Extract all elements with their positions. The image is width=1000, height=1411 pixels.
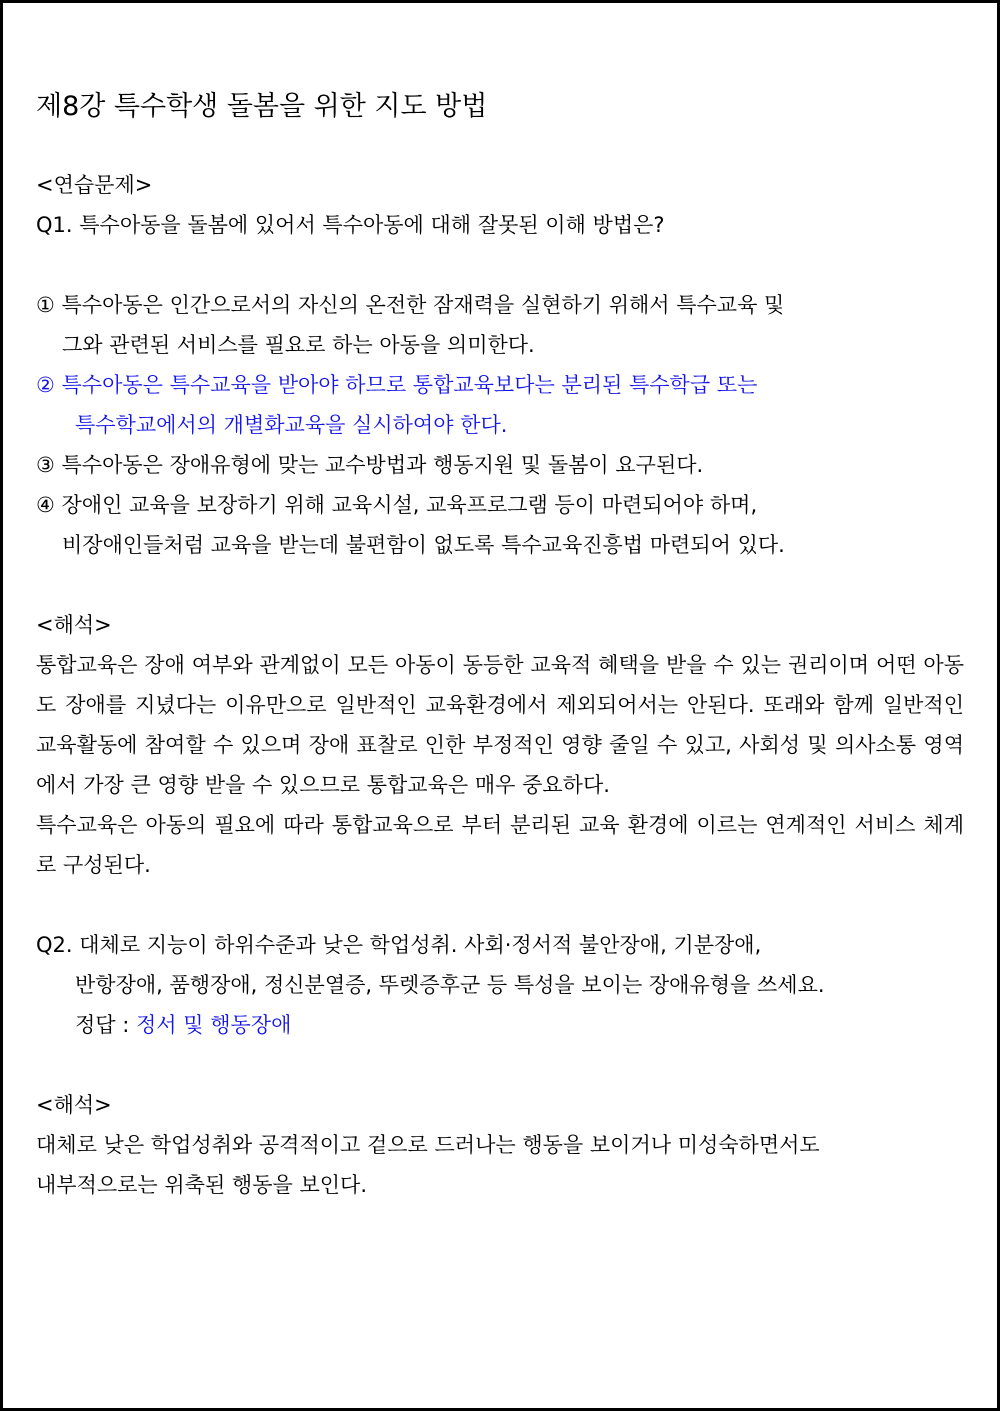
option-1-line-2: 그와 관련된 서비스를 필요로 하는 아동을 의미한다. bbox=[62, 333, 535, 357]
explanation-1-paragraph-2: 특수교육은 아동의 필요에 따라 통합교육으로 부터 분리된 교육 환경에 이르는 연계적인 서비스 체계로 구성된다. bbox=[36, 813, 964, 877]
option-4-line-1: ④ 장애인 교육을 보장하기 위해 교육시설, 교육프로그램 등이 마련되어야 하며, bbox=[36, 493, 758, 517]
option-1-line-1: ① 특수아동은 인간으로서의 자신의 온전한 잠재력을 실현하기 위해서 특수교육 및 bbox=[36, 293, 785, 317]
document-content bbox=[36, 80, 964, 1205]
option-2-line-1: ② 특수아동은 특수교육을 받아야 하므로 통합교육보다는 분리된 특수학급 또는 bbox=[36, 373, 758, 397]
option-3: ③ 특수아동은 장애유형에 맞는 교수방법과 행동지원 및 돌봄이 요구된다. bbox=[36, 453, 704, 477]
answer-label: 정답 : bbox=[75, 1013, 130, 1037]
explanation-1-label: <해석> bbox=[36, 613, 112, 637]
question-2-line-1: Q2. 대체로 지능이 하위수준과 낮은 학업성취. 사회·정서적 불안장애, 기분장애, bbox=[36, 933, 762, 957]
question-2-line-2: 반항장애, 품행장애, 정신분열증, 뚜렛증후군 등 특성을 보이는 장애유형을 쓰세요. bbox=[75, 973, 825, 997]
explanation-2-label: <해석> bbox=[36, 1093, 112, 1117]
explanation-1-paragraph-1: 통합교육은 장애 여부와 관계없이 모든 아동이 동등한 교육적 혜택을 받을 수 있는 권리이며 어떤 아동도 장애를 지녔다는 이유만으로 일반적인 교육환경에서 제외되어서는 안된다. 또래와 함께 일반적인 교육활동에 참여할 수 있으며 장애 표찰로 인한 부정적인 영향 줄일 수 있고, 사회성 및 의사소통 영역에서 가장 큰 영향 받을 수 있으므로 통합교육은 매우 중요하다. bbox=[36, 653, 964, 797]
exercise-section-label: <연습문제> bbox=[36, 173, 153, 197]
option-4-line-2: 비장애인들처럼 교육을 받는데 불편함이 없도록 특수교육진흥법 마련되어 있다. bbox=[62, 533, 785, 557]
answer-line bbox=[36, 1005, 964, 1045]
explanation-2-line-1: 대체로 낮은 학업성취와 공격적이고 겉으로 드러나는 행동을 보이거나 미성숙하면서도 bbox=[36, 1133, 820, 1157]
question-1: Q1. 특수아동을 돌봄에 있어서 특수아동에 대해 잘못된 이해 방법은? bbox=[36, 213, 665, 237]
page-title: 제8강 특수학생 돌봄을 위한 지도 방법 bbox=[36, 91, 488, 122]
option-2-line-2: 특수학교에서의 개별화교육을 실시하여야 한다. bbox=[75, 413, 508, 437]
explanation-2-line-2: 내부적으로는 위축된 행동을 보인다. bbox=[36, 1173, 367, 1197]
answer-value: 정서 및 행동장애 bbox=[136, 1013, 292, 1037]
